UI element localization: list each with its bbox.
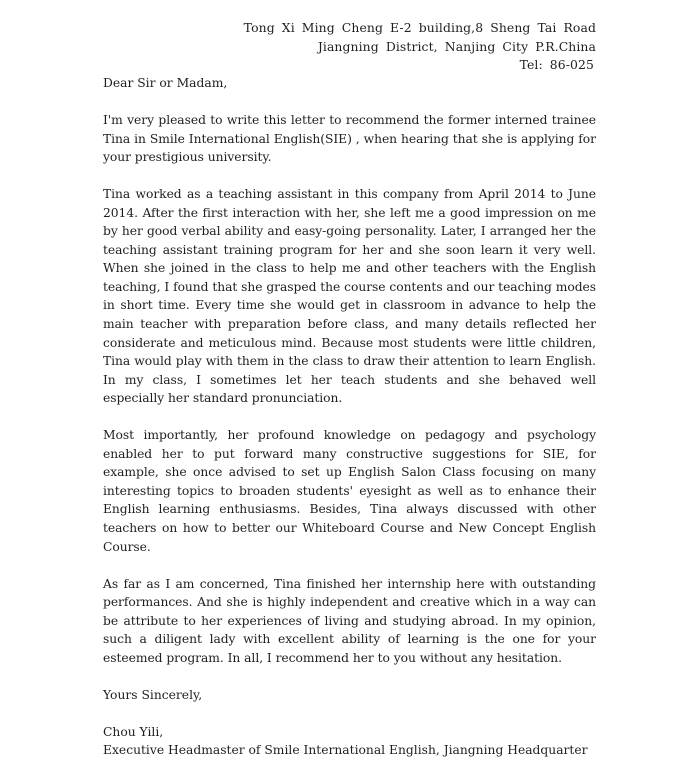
closing: Yours Sincerely, [103, 687, 203, 702]
signature-block [103, 723, 596, 760]
paragraph-work-experience: Tina worked as a teaching assistant in this company from April 2014 to June 2014. After the first interaction with her, she left me a good impression on me by her good verbal ability and easy-going personality. Later, I arranged her the teaching assistant training program for her and she soon learn it very well. When she joined in the class to help me and other teachers with the English teaching, I found that she grasped the course contents and our teaching modes in short time. Every time she would get in classroom in advance to help the main teacher with preparation before class, and many details reflected her considerate and meticulous mind. Because most students were little children, Tina would play with them in the class to draw their attention to learn English. In my class, I sometimes let her teach students and she behaved well especially her standard pronunciation. [103, 187, 596, 406]
address-line-telephone: Tel: 86-025 [519, 57, 594, 73]
address-line-street: Tong Xi Ming Cheng E-2 building,8 Sheng Tai Road [243, 20, 596, 35]
paragraph-introduction: I'm very pleased to write this letter to recommend the former interned trainee Tina in Smile International English(SIE) , when hearing that she is applying for your prestigious university. [103, 113, 596, 165]
salutation: Dear Sir or Madam, [103, 76, 228, 90]
signer-name: Chou Yili, [103, 724, 164, 739]
letter-body [103, 74, 596, 760]
paragraph-contributions: Most importantly, her profound knowledge on pedagogy and psychology enabled her to put forward many constructive suggestions for SIE, for example, she once advised to set up English Salon Class focusing on many interesting topics to broaden students' eyesight as well as to enhance their English learning enthusiasms. Besides, Tina always discussed with other teachers on how to better our Whiteboard Course and New Concept English Course. [103, 428, 596, 554]
signer-title: Executive Headmaster of Smile International English, Jiangning Headquarter [103, 743, 588, 758]
address-line-city: Jiangning District, Nanjing City P.R.China [317, 38, 596, 54]
sender-address [244, 19, 596, 75]
paragraph-conclusion: As far as I am concerned, Tina finished her internship here with outstanding performances. And she is highly independent and creative which in a way can be attribute to her experiences of living and studying abroad. In my opinion, such a diligent lady with excellent ability of learning is the one for your esteemed program. In all, I recommend her to you without any hesitation. [103, 576, 596, 665]
